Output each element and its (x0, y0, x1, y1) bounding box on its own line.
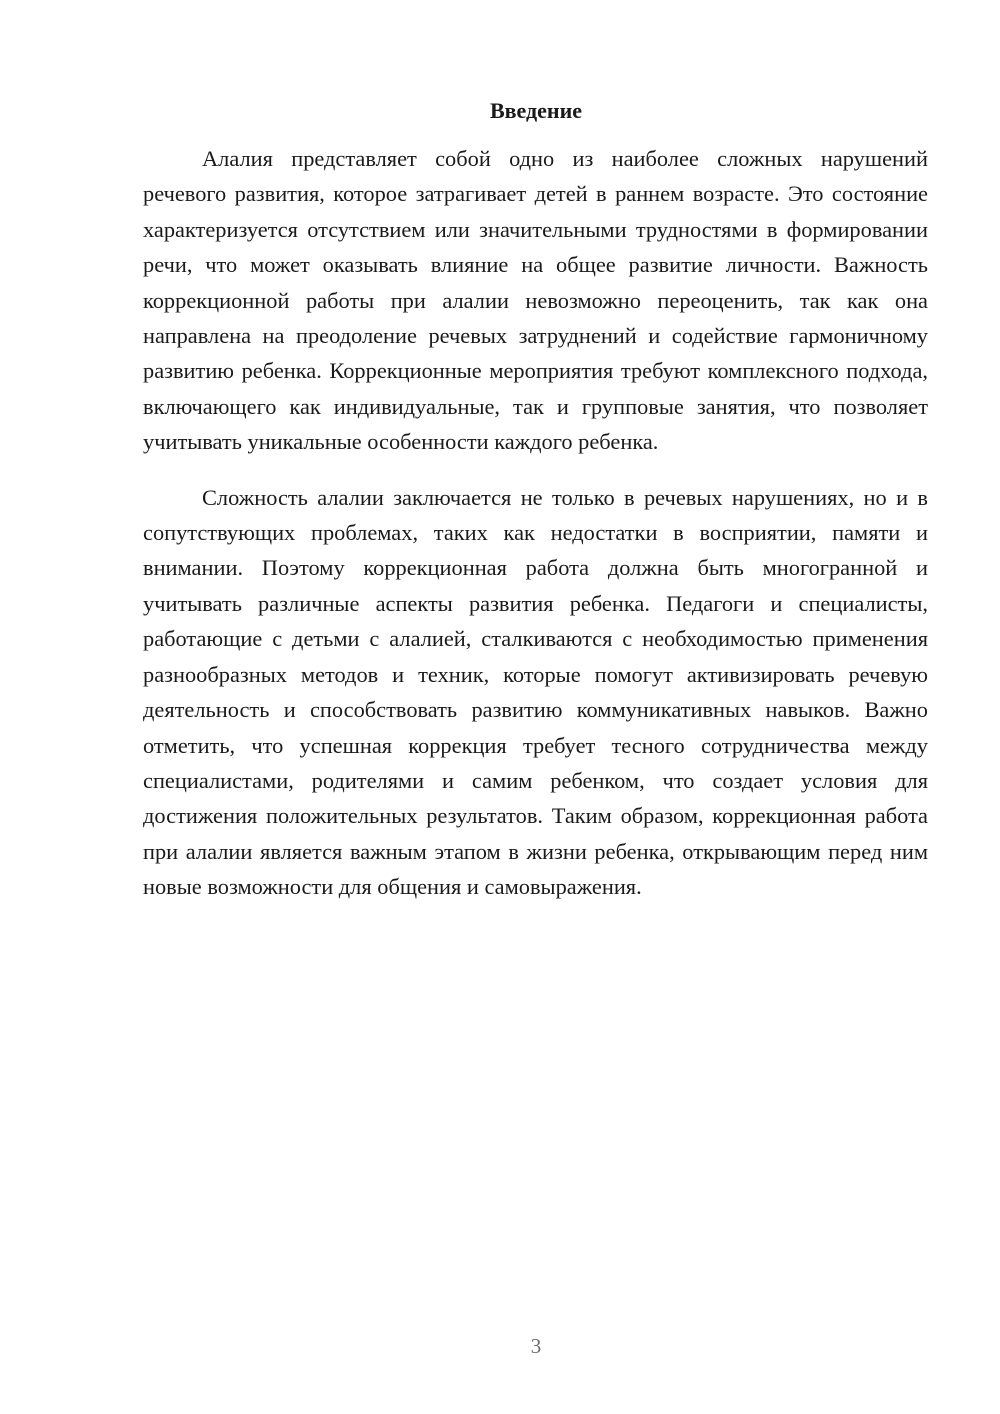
page-number: 3 (530, 1334, 542, 1358)
body-text (143, 141, 928, 905)
paragraph-2: Сложность алалии заключается не только в речевых нарушениях, но и в сопутствующих проблемах, таких как недостатки в восприятии, памяти и внимании. Поэтому коррекционная работа должна быть многогранной и учитывать различные аспекты развития ребенка. Педагоги и специалисты, работающие с детьми с алалией, сталкиваются с необходимостью применения разнообразных методов и техник, которые помогут активизировать речевую деятельность и способствовать развитию коммуникативных навыков. Важно отметить, что успешная коррекция требует тесного сотрудничества между специалистами, родителями и самим ребенком, что создает условия для достижения положительных результатов. Таким образом, коррекционная работа при алалии является важным этапом в жизни ребенка, открывающим перед ним новые возможности для общения и самовыражения. (143, 484, 928, 900)
section-heading: Введение (489, 98, 583, 123)
paragraph-1: Алалия представляет собой одно из наиболее сложных нарушений речевого развития, которое затрагивает детей в раннем возрасте. Это состояние характеризуется отсутствием или значительными трудностями в формировании речи, что может оказывать влияние на общее развитие личности. Важность коррекционной работы при алалии невозможно переоценить, так как она направлена на преодоление речевых затруднений и содействие гармоничному развитию ребенка. Коррекционные мероприятия требуют комплексного подхода, включающего как индивидуальные, так и групповые занятия, что позволяет учитывать уникальные особенности каждого ребенка. (143, 146, 928, 455)
